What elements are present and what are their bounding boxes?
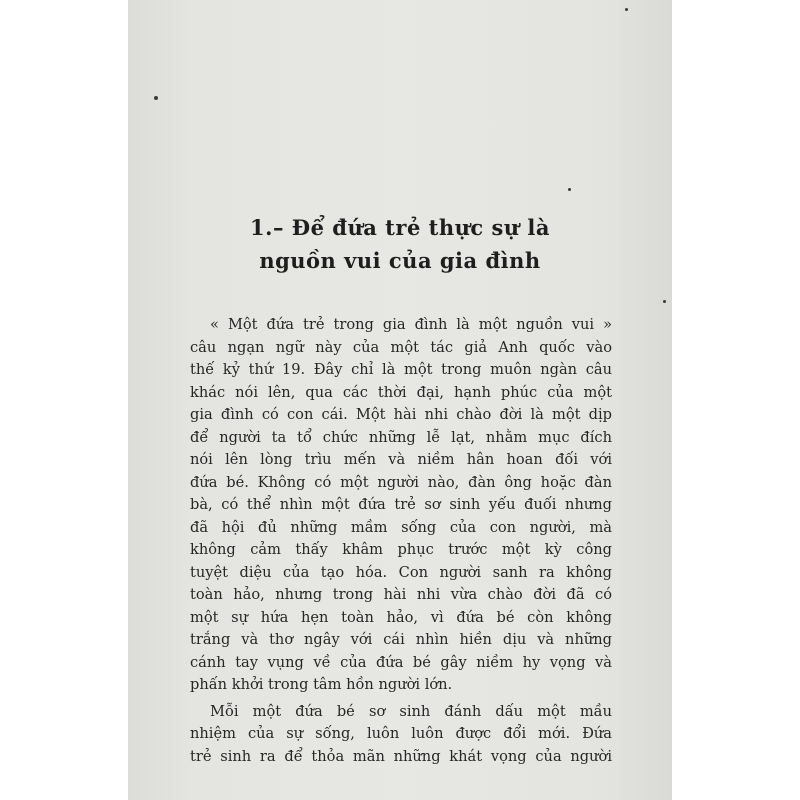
text-line: toàn hảo, nhưng trong hài nhi vừa chào đời đã có (190, 586, 612, 603)
text-line: câu ngạn ngữ này của một tác giả Anh quốc vào (190, 338, 612, 356)
text-line: đã hội đủ những mầm sống của con người, mà (190, 518, 612, 536)
text-line: nói lên lòng trìu mến và niềm hân hoan đối với (190, 451, 612, 468)
text-line: trẻ sinh ra để thỏa mãn những khát vọng của người (190, 747, 612, 765)
text-line: nhiệm của sự sống, luôn luôn được đổi mới. Đứa (190, 725, 612, 742)
text-line: một sự hứa hẹn toàn hảo, vì đứa bé còn không (190, 608, 612, 626)
ink-speck (625, 8, 628, 11)
ink-speck (568, 188, 571, 191)
text-line: gia đình có con cái. Một hài nhi chào đời là một dịp (190, 406, 612, 423)
text-line: đứa bé. Không có một người nào, đàn ông hoặc đàn (190, 473, 612, 491)
text-line: để người ta tổ chức những lễ lạt, nhằm mục đích (190, 428, 612, 446)
ink-speck (663, 300, 666, 303)
chapter-body (190, 314, 612, 768)
book-page (128, 0, 672, 800)
text-line: « Một đứa trẻ trong gia đình là một nguồn vui » (210, 316, 612, 333)
text-line: cánh tay vụng về của đứa bé gây niềm hy vọng và (190, 653, 612, 671)
text-line: không cảm thấy khâm phục trước một kỳ công (190, 541, 612, 558)
text-line: tuyệt diệu của tạo hóa. Con người sanh ra không (190, 563, 612, 581)
text-line: Mỗi một đứa bé sơ sinh đánh dấu một mầu (210, 702, 612, 720)
text-line: thế kỷ thứ 19. Đây chỉ là một trong muôn ngàn câu (190, 361, 612, 378)
text-line: phấn khởi trong tâm hồn người lớn. (190, 676, 453, 693)
text-line: khác nói lên, qua các thời đại, hạnh phúc của một (190, 383, 612, 401)
text-line: bà, có thể nhìn một đứa trẻ sơ sinh yếu đuối nhưng (190, 496, 612, 513)
ink-speck (154, 96, 158, 100)
text-line: trắng và thơ ngây với cái nhìn hiền dịu và những (190, 631, 612, 648)
chapter-title-line-1: 1.– Để đứa trẻ thực sự là (250, 215, 550, 240)
chapter-title-line-2: nguồn vui của gia đình (259, 248, 541, 273)
